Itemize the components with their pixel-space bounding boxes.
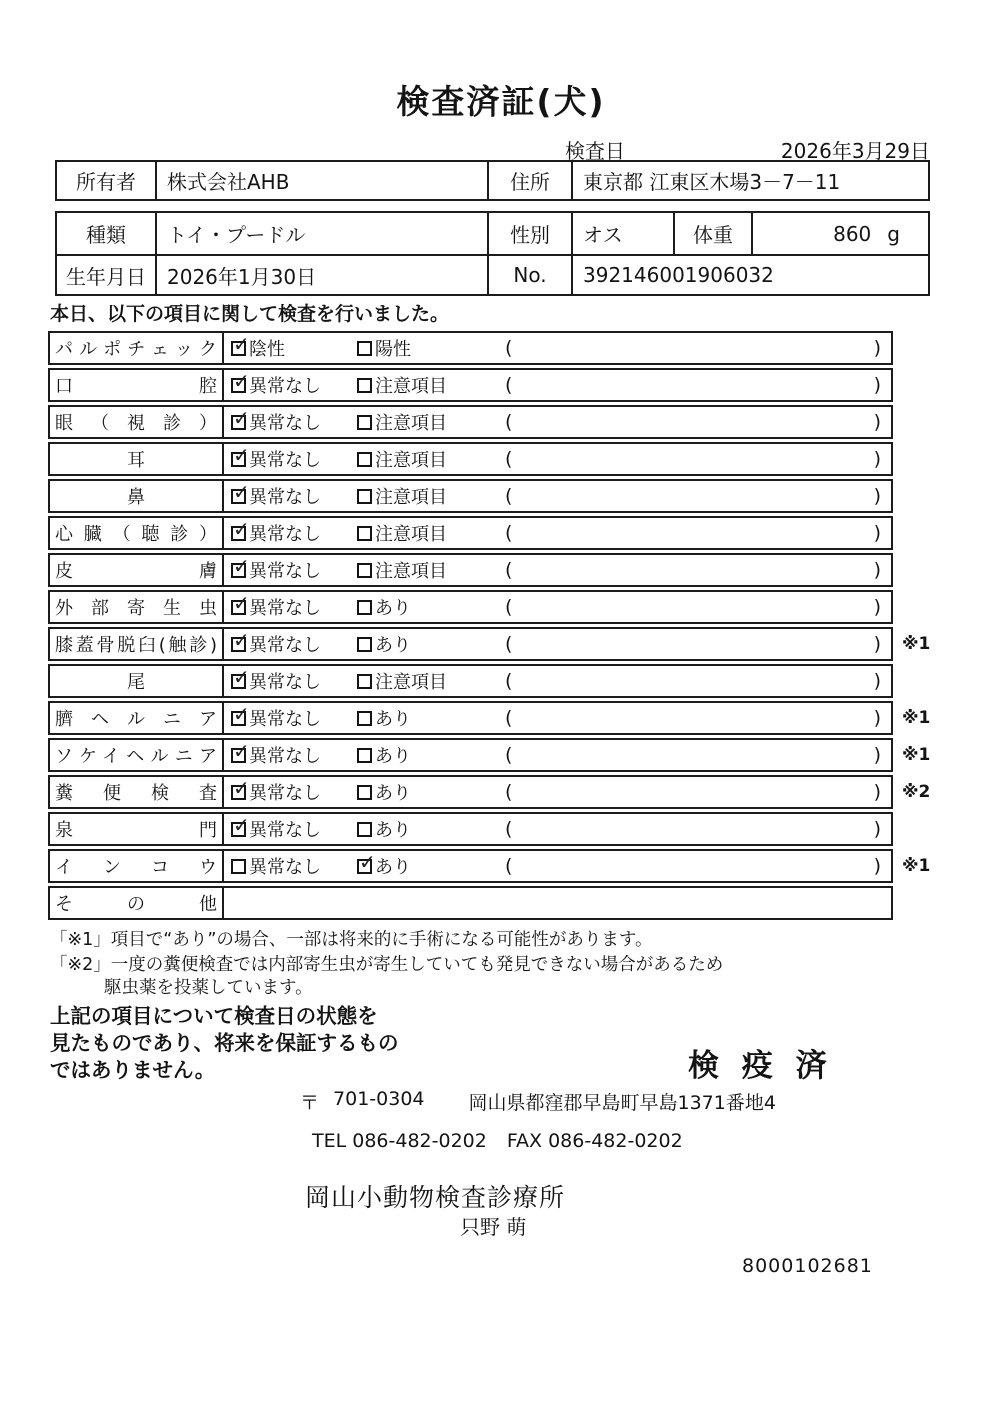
option-normal	[231, 516, 357, 546]
row-note: ※2	[902, 782, 931, 802]
checkbox-present	[357, 748, 372, 763]
option-normal	[231, 479, 357, 509]
check-icon: ✓	[233, 331, 250, 356]
check-icon: ✓	[233, 516, 250, 541]
weight-value: 860	[833, 221, 872, 246]
checklist-table	[48, 331, 948, 923]
checklist-row	[48, 590, 948, 624]
address-value: 東京都 江東区木場3－7－11	[583, 170, 841, 194]
remark-parens: ( )	[505, 670, 881, 692]
checkbox-normal	[231, 664, 250, 689]
weight-value-cell	[753, 213, 928, 254]
weight-unit: g	[887, 221, 900, 246]
address-label: 住所	[489, 162, 573, 199]
no-value: 392146001906032	[583, 263, 774, 287]
birth-value: 2026年1月30日	[157, 256, 489, 294]
option-label: 異常なし	[249, 709, 321, 730]
checkbox-normal	[231, 701, 250, 726]
option-label: 異常なし	[249, 450, 321, 471]
checkbox-present	[357, 600, 372, 615]
option-label: 注意項目	[375, 450, 447, 471]
item-label: ソケイヘルニア	[55, 746, 217, 767]
checklist-row	[48, 812, 948, 846]
option-label: あり	[375, 709, 411, 730]
check-icon: ✓	[233, 553, 250, 578]
item-label: 口腔	[55, 376, 217, 397]
no-label: No.	[489, 256, 573, 294]
option-normal	[231, 853, 357, 879]
checkbox-normal	[231, 553, 250, 578]
option-label: 陽性	[375, 339, 411, 360]
page-title: 検査済証(犬)	[396, 82, 606, 121]
check-icon: ✓	[359, 849, 376, 874]
option-normal	[231, 627, 357, 657]
item-label: 尾	[127, 672, 145, 693]
checklist-row	[48, 331, 948, 365]
remark-parens: ( )	[505, 744, 881, 766]
option-label: 異常なし	[249, 857, 321, 878]
clinic-tel: TEL 086-482-0202	[312, 1130, 487, 1152]
option-label: あり	[375, 857, 411, 878]
breed-value: トイ・プードル	[157, 213, 489, 254]
birth-label: 生年月日	[57, 256, 157, 294]
row-note: ※1	[902, 708, 931, 728]
option-normal	[231, 368, 357, 398]
serial-number: 8000102681	[742, 1255, 873, 1277]
sex-label: 性別	[489, 213, 573, 254]
option-label: あり	[375, 820, 411, 841]
option-negative	[231, 331, 357, 361]
checklist-row	[48, 516, 948, 550]
remark-parens: ( )	[505, 707, 881, 729]
owner-table	[55, 160, 930, 201]
option-normal	[231, 442, 357, 472]
postal-code: 701-0304	[333, 1088, 425, 1110]
item-label: 皮膚	[55, 561, 217, 582]
item-label: 眼（視診）	[55, 413, 217, 434]
checkbox-positive	[357, 341, 372, 356]
option-label: 注意項目	[375, 524, 447, 545]
check-icon: ✓	[233, 405, 250, 430]
remark-parens: ( )	[505, 448, 881, 470]
checkbox-normal	[231, 368, 250, 393]
option-caution	[357, 409, 505, 435]
remark-parens: ( )	[505, 781, 881, 803]
option-caution	[357, 668, 505, 694]
checkbox-present	[357, 849, 376, 874]
remark-parens: ( )	[505, 411, 881, 433]
option-label: 陰性	[249, 339, 285, 360]
row-note: ※1	[902, 745, 931, 765]
clinic-tel-line	[312, 1130, 683, 1152]
option-present	[357, 631, 505, 657]
check-icon: ✓	[233, 479, 250, 504]
option-label: あり	[375, 783, 411, 804]
check-icon: ✓	[233, 590, 250, 615]
remark-parens: ( )	[505, 485, 881, 507]
option-normal	[231, 738, 357, 768]
option-label: 異常なし	[249, 413, 321, 434]
option-label: 異常なし	[249, 672, 321, 693]
weight-label: 体重	[675, 213, 753, 254]
item-label: 外部寄生虫	[55, 598, 217, 619]
item-label: 耳	[127, 450, 145, 471]
footnote-2: 「※2」一度の糞便検査では内部寄生虫が寄生していても発見できない場合があるため	[50, 955, 724, 975]
option-label: あり	[375, 746, 411, 767]
item-label: パルポチェック	[55, 339, 217, 360]
option-label: 異常なし	[249, 783, 321, 804]
option-normal	[231, 812, 357, 842]
option-normal	[231, 405, 357, 435]
row-note: ※1	[902, 856, 931, 876]
option-label: 異常なし	[249, 376, 321, 397]
item-label: 泉門	[55, 820, 217, 841]
checklist-row	[48, 886, 948, 920]
checkbox-normal	[231, 738, 250, 763]
footnote-2-continued: 駆虫薬を投薬しています。	[104, 978, 313, 998]
remark-parens: ( )	[505, 559, 881, 581]
remark-parens: ( )	[505, 374, 881, 396]
option-label: 異常なし	[249, 598, 321, 619]
item-label: インコウ	[55, 857, 217, 878]
option-caution	[357, 446, 505, 472]
check-icon: ✓	[233, 627, 250, 652]
option-caution	[357, 372, 505, 398]
checkbox-normal	[231, 479, 250, 504]
option-label: 異常なし	[249, 524, 321, 545]
owner-label: 所有者	[57, 162, 157, 199]
checkbox-present	[357, 637, 372, 652]
check-icon: ✓	[233, 812, 250, 837]
option-normal	[231, 664, 357, 694]
checkbox-normal	[231, 405, 250, 430]
option-present	[357, 849, 505, 879]
postal-mark-icon: 〒	[300, 1092, 320, 1114]
checkbox-caution	[357, 452, 372, 467]
option-present	[357, 779, 505, 805]
checklist-row	[48, 701, 948, 735]
option-label: 異常なし	[249, 820, 321, 841]
checklist-row	[48, 442, 948, 476]
checklist-row	[48, 664, 948, 698]
checkbox-caution	[357, 378, 372, 393]
remark-parens: ( )	[505, 633, 881, 655]
option-label: 注意項目	[375, 561, 447, 582]
checklist-row	[48, 368, 948, 402]
checkbox-caution	[357, 563, 372, 578]
veterinarian-name: 只野 萌	[460, 1215, 527, 1239]
clinic-fax: FAX 086-482-0202	[506, 1130, 683, 1152]
remark-parens: ( )	[505, 855, 881, 877]
row-note: ※1	[902, 634, 931, 654]
disclaimer-text: 上記の項目について検査日の状態を 見たものであり、将来を保証するもの ではありません。	[50, 1004, 399, 1083]
checkbox-present	[357, 711, 372, 726]
checkbox-normal	[231, 590, 250, 615]
clinic-name: 岡山小動物検査診療所	[305, 1183, 566, 1212]
checklist-row	[48, 738, 948, 772]
option-label: 異常なし	[249, 746, 321, 767]
exam-date-value: 2026年3月29日	[780, 139, 930, 163]
checkbox-normal	[231, 442, 250, 467]
option-caution	[357, 520, 505, 546]
checkbox-normal	[231, 775, 250, 800]
option-present	[357, 742, 505, 768]
option-label: 異常なし	[249, 635, 321, 656]
checkbox-present	[357, 785, 372, 800]
exam-date-label: 検査日	[565, 139, 625, 163]
item-label: 臍ヘルニア	[55, 709, 217, 730]
checkbox-normal	[231, 516, 250, 541]
checklist-row	[48, 775, 948, 809]
checkbox-caution	[357, 526, 372, 541]
option-normal	[231, 553, 357, 583]
option-present	[357, 705, 505, 731]
clinic-postal-line	[300, 1088, 776, 1115]
remark-parens: ( )	[505, 818, 881, 840]
check-icon: ✓	[233, 701, 250, 726]
checkbox-normal	[231, 812, 250, 837]
item-label: 心臓（聴診）	[55, 524, 217, 545]
checkbox-negative	[231, 331, 250, 356]
option-normal	[231, 701, 357, 731]
checklist-row	[48, 627, 948, 661]
remark-parens: ( )	[505, 522, 881, 544]
checkbox-normal	[231, 627, 250, 652]
footnote-1: 「※1」項目で“あり”の場合、一部は将来的に手術になる可能性があります。	[50, 930, 653, 950]
checkbox-caution	[357, 489, 372, 504]
option-label: 注意項目	[375, 672, 447, 693]
check-icon: ✓	[233, 775, 250, 800]
option-caution	[357, 483, 505, 509]
option-label: あり	[375, 598, 411, 619]
option-label: 注意項目	[375, 376, 447, 397]
option-present	[357, 594, 505, 620]
option-present	[357, 816, 505, 842]
item-label: 糞便検査	[55, 783, 217, 804]
option-positive	[357, 335, 505, 361]
item-label: その他	[55, 894, 217, 915]
checkbox-caution	[357, 415, 372, 430]
clinic-address: 岡山県都窪郡早島町早島1371番地4	[468, 1092, 776, 1114]
option-normal	[231, 775, 357, 805]
quarantine-stamp: 検 疫 済	[688, 1048, 833, 1084]
option-label: 注意項目	[375, 487, 447, 508]
sex-value: オス	[573, 213, 675, 254]
check-icon: ✓	[233, 368, 250, 393]
intro-text: 本日、以下の項目に関して検査を行いました。	[50, 303, 450, 325]
owner-value: 株式会社AHB	[157, 162, 489, 199]
checkbox-caution	[357, 674, 372, 689]
breed-label: 種類	[57, 213, 157, 254]
option-caution	[357, 557, 505, 583]
option-label: 異常なし	[249, 561, 321, 582]
option-label: 注意項目	[375, 413, 447, 434]
checkbox-present	[357, 822, 372, 837]
pet-table-row2	[55, 254, 930, 296]
checkbox-normal	[231, 859, 246, 874]
remark-parens: ( )	[505, 596, 881, 618]
pet-table-row1	[55, 211, 930, 256]
item-label: 膝蓋骨脱臼(触診)	[55, 635, 217, 656]
checklist-row	[48, 553, 948, 587]
item-label: 鼻	[127, 487, 145, 508]
option-label: 異常なし	[249, 487, 321, 508]
remark-parens: ( )	[505, 337, 881, 359]
checklist-row	[48, 479, 948, 513]
option-label: あり	[375, 635, 411, 656]
checklist-row	[48, 405, 948, 439]
option-normal	[231, 590, 357, 620]
checklist-row	[48, 849, 948, 883]
check-icon: ✓	[233, 664, 250, 689]
check-icon: ✓	[233, 442, 250, 467]
check-icon: ✓	[233, 738, 250, 763]
